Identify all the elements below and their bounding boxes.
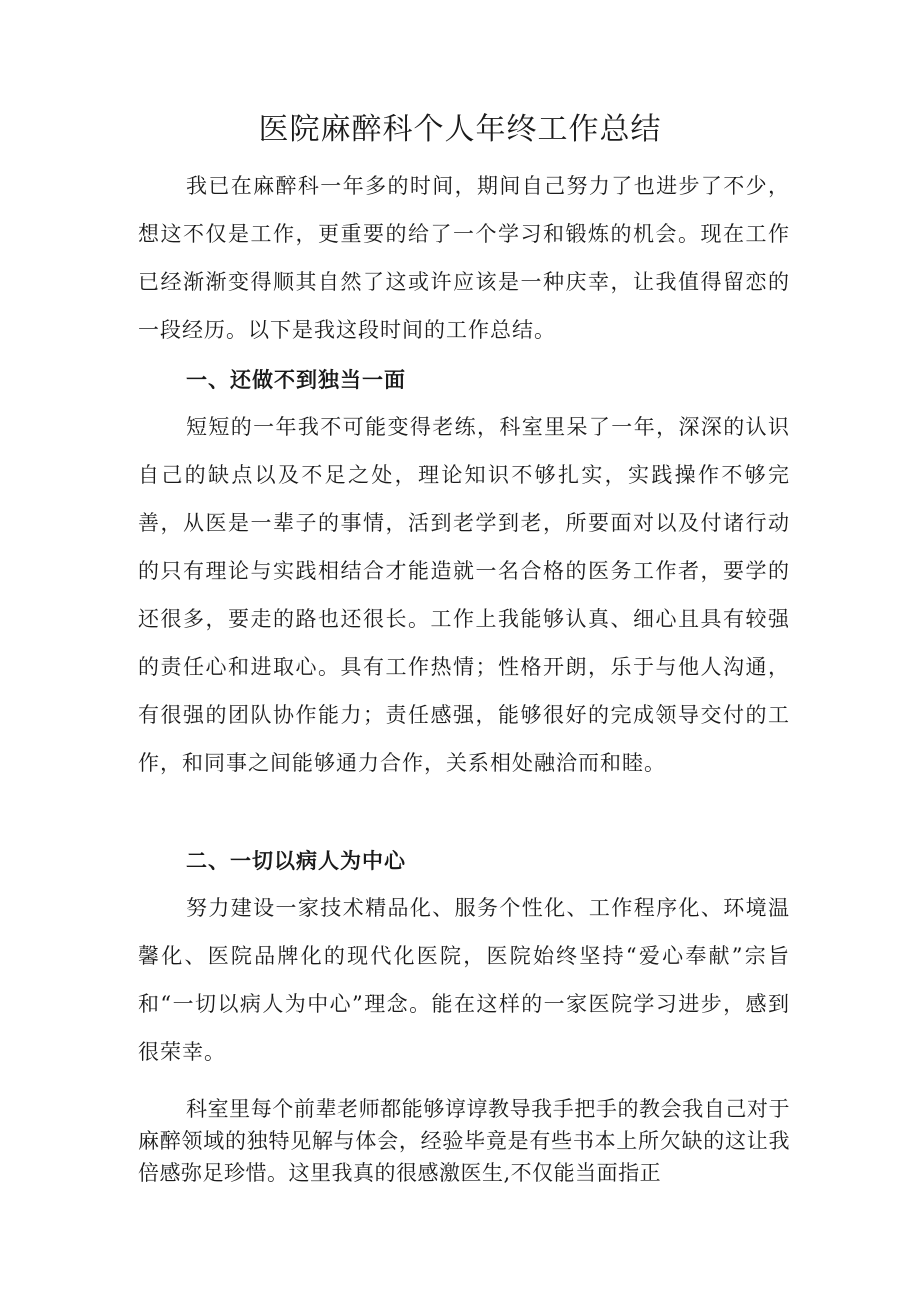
section-heading-1: 一、还做不到独当一面 xyxy=(186,367,406,392)
section-2-paragraph: 努力建设一家技术精品化、服务个性化、工作程序化、环境温馨化、医院品牌化的现代化医院，医院始终坚持“爱心奉献”宗旨和“一切以病人为中心”理念。能在这样的一家医院学习进步，感到很荣幸。 xyxy=(138,896,790,1064)
intro-paragraph: 我已在麻醉科一年多的时间，期间自己努力了也进步了不少，想这不仅是工作，更重要的给了一个学习和锻炼的机会。现在工作已经渐渐变得顺其自然了这或许应该是一种庆幸，让我值得留恋的一段经历。以下是我这段时间的工作总结。 xyxy=(138,174,790,342)
document-title: 医院麻醉科个人年终工作总结 xyxy=(258,112,662,147)
section-heading-2: 二、一切以病人为中心 xyxy=(186,848,406,873)
section-1-paragraph: 短短的一年我不可能变得老练，科室里呆了一年，深深的认识自己的缺点以及不足之处，理论知识不够扎实，实践操作不够完善，从医是一辈子的事情，活到老学到老，所要面对以及付诸行动的只有理论与实践相结合才能造就一名合格的医务工作者，要学的还很多，要走的路也还很长。工作上我能够认真、细心且具有较强的责任心和进取心。具有工作热情；性格开朗，乐于与他人沟通，有很强的团队协作能力；责任感强，能够很好的完成领导交付的工作，和同事之间能够通力合作，关系相处融洽而和睦。 xyxy=(138,415,790,775)
section-2-paragraph-continued: 科室里每个前辈老师都能够谆谆教导我手把手的教会我自己对于麻醉领域的独特见解与体会，经验毕竟是有些书本上所欠缺的这让我倍感弥足珍惜。这里我真的很感激医生,不仅能当面指正 xyxy=(138,1097,790,1185)
